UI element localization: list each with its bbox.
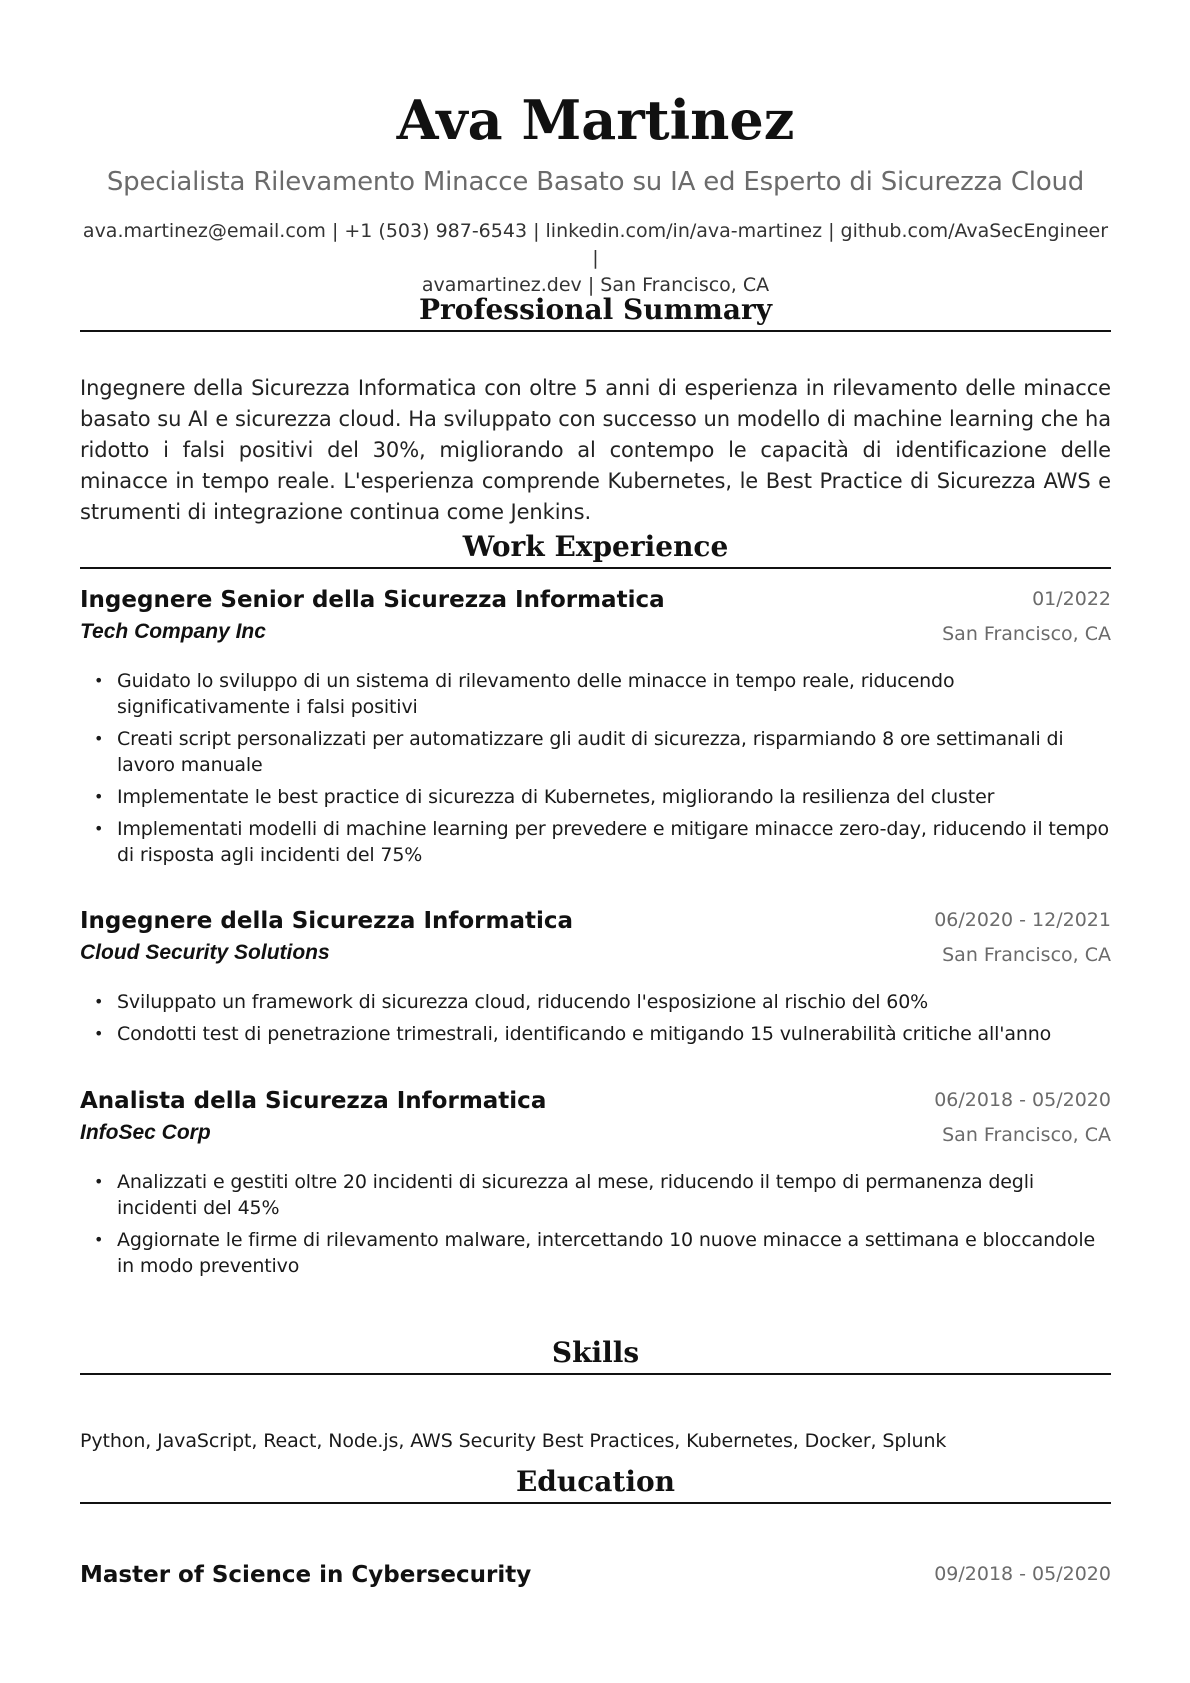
bullet-text: Sviluppato un framework di sicurezza cloud, riducendo l'esposizione al rischio del 60% bbox=[117, 991, 929, 1013]
bullet-icon: • bbox=[94, 992, 104, 1011]
job-bullets bbox=[80, 1169, 1111, 1285]
job-title: Ingegnere Senior della Sicurezza Informatica bbox=[80, 587, 665, 613]
bullet-icon: • bbox=[94, 787, 104, 806]
bullet-text: Implementati modelli di machine learning per prevedere e mitigare minacce zero-day, riducendo il tempo di risposta agli incidenti del 75% bbox=[117, 818, 1109, 866]
bullet-text: Guidato lo sviluppo di un sistema di rilevamento delle minacce in tempo reale, riducendo significativamente i falsi positivi bbox=[117, 670, 955, 718]
contact-info bbox=[80, 218, 1111, 299]
bullet-text: Condotti test di penetrazione trimestrali, identificando e mitigando 15 vulnerabilità critiche all'anno bbox=[117, 1023, 1052, 1045]
education-degree: Master of Science in Cybersecurity bbox=[80, 1562, 532, 1588]
contact-line-2: avamartinez.dev | San Francisco, CA bbox=[421, 274, 770, 296]
skills-list: Python, JavaScript, React, Node.js, AWS Security Best Practices, Kubernetes, Docker, Splunk bbox=[80, 1430, 947, 1452]
job-company: Tech Company Inc bbox=[80, 620, 266, 643]
job-date: 01/2022 bbox=[1032, 588, 1111, 610]
job-location: San Francisco, CA bbox=[942, 623, 1111, 645]
job-company: InfoSec Corp bbox=[80, 1121, 211, 1144]
bullet-icon: • bbox=[94, 729, 104, 748]
job-location: San Francisco, CA bbox=[942, 1124, 1111, 1146]
list-item bbox=[80, 1169, 1111, 1221]
bullet-text: Creati script personalizzati per automatizzare gli audit di sicurezza, risparmiando 8 ore settimanali di lavoro manuale bbox=[117, 728, 1064, 776]
bullet-text: Analizzati e gestiti oltre 20 incidenti di sicurezza al mese, riducendo il tempo di permanenza degli incidenti del 45% bbox=[117, 1171, 1034, 1219]
list-item bbox=[80, 668, 1111, 720]
experience-divider bbox=[80, 567, 1111, 569]
candidate-headline: Specialista Rilevamento Minacce Basato su IA ed Esperto di Sicurezza Cloud bbox=[106, 167, 1085, 197]
experience-heading: Work Experience bbox=[462, 530, 729, 563]
bullet-icon: • bbox=[94, 1024, 104, 1043]
bullet-icon: • bbox=[94, 1230, 104, 1249]
list-item bbox=[80, 1021, 1111, 1047]
summary-heading: Professional Summary bbox=[418, 293, 773, 326]
bullet-icon: • bbox=[94, 671, 104, 690]
job-bullets bbox=[80, 989, 1111, 1053]
candidate-name: Ava Martinez bbox=[396, 88, 795, 152]
list-item bbox=[80, 784, 1111, 810]
job-date: 06/2018 - 05/2020 bbox=[934, 1089, 1111, 1111]
bullet-icon: • bbox=[94, 819, 104, 838]
contact-line-1: ava.martinez@email.com | +1 (503) 987-6543 | linkedin.com/in/ava-martinez | github.com/AvaSecEngineer | bbox=[82, 220, 1109, 269]
bullet-text: Aggiornate le firme di rilevamento malware, intercettando 10 nuove minacce a settimana e bloccandole in modo preventivo bbox=[117, 1229, 1096, 1277]
summary-divider bbox=[80, 330, 1111, 332]
bullet-icon: • bbox=[94, 1172, 104, 1191]
list-item bbox=[80, 1227, 1111, 1279]
job-title: Ingegnere della Sicurezza Informatica bbox=[80, 908, 574, 934]
job-date: 06/2020 - 12/2021 bbox=[934, 909, 1111, 931]
summary-text: Ingegnere della Sicurezza Informatica con oltre 5 anni di esperienza in rilevamento delle minacce basato su AI e sicurezza cloud. Ha sviluppato con successo un modello di machine learning che ha ridotto i falsi positivi del 30%, migliorando al contempo le capacità di identificazione delle minacce in tempo reale. L'esperienza comprende Kubernetes, le Best Practice di Sicurezza AWS e strumenti di integrazione continua come Jenkins. bbox=[80, 376, 1111, 524]
education-heading: Education bbox=[515, 1465, 676, 1498]
job-bullets bbox=[80, 668, 1111, 874]
job-company: Cloud Security Solutions bbox=[80, 941, 330, 964]
education-divider bbox=[80, 1502, 1111, 1504]
list-item bbox=[80, 816, 1111, 868]
job-location: San Francisco, CA bbox=[942, 944, 1111, 966]
list-item bbox=[80, 726, 1111, 778]
skills-divider bbox=[80, 1373, 1111, 1375]
bullet-text: Implementate le best practice di sicurezza di Kubernetes, migliorando la resilienza del cluster bbox=[117, 786, 995, 808]
list-item bbox=[80, 989, 1111, 1015]
skills-heading: Skills bbox=[551, 1336, 640, 1369]
education-date: 09/2018 - 05/2020 bbox=[934, 1563, 1111, 1585]
job-title: Analista della Sicurezza Informatica bbox=[80, 1088, 547, 1114]
